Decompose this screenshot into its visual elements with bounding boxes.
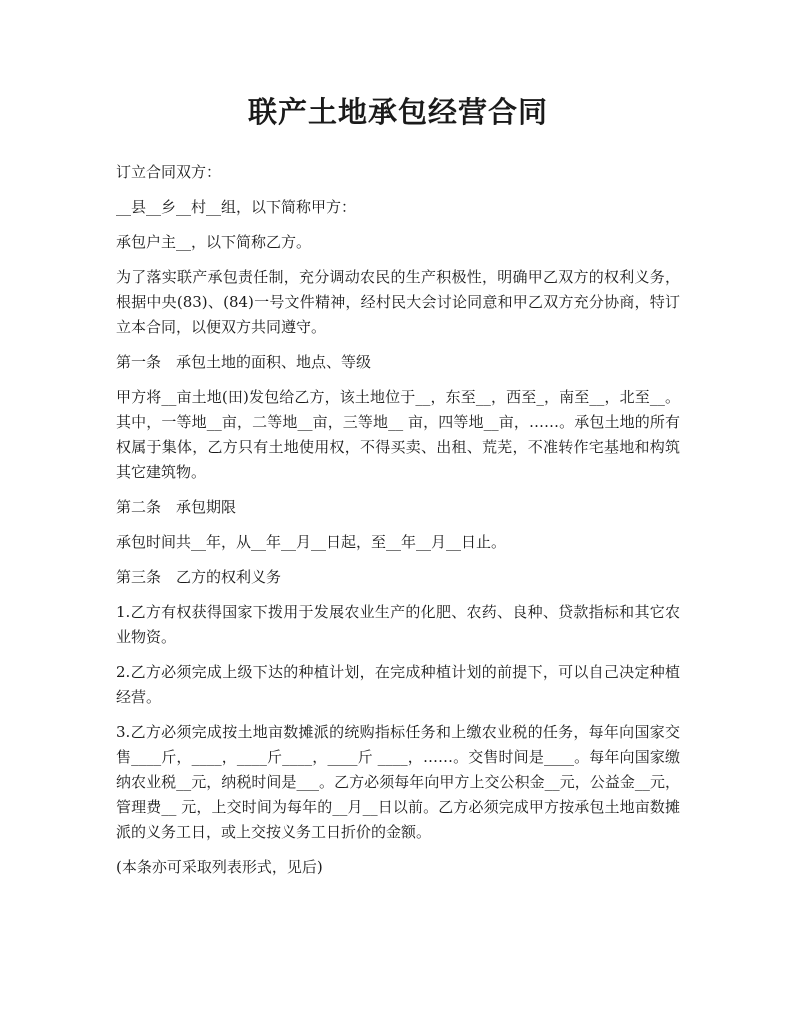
paragraph-party-a: __县__乡__村__组，以下简称甲方： [116, 198, 357, 216]
article-3-note: (本条亦可采取列表形式，见后) [116, 858, 323, 876]
article-3-item-2: 2.乙方必须完成上级下达的种植计划，在完成种植计划的前提下，可以自己决定种植经营。 [116, 663, 680, 706]
article-3-heading: 第三条 乙方的权利义务 [116, 568, 282, 586]
article-2-heading: 第二条 承包期限 [116, 498, 237, 516]
article-3-item-1: 1.乙方有权获得国家下拨用于发展农业生产的化肥、农药、良种、贷款指标和其它农业物资。 [116, 603, 680, 646]
article-2-body: 承包时间共__年，从__年__月__日起，至__年__月__日止。 [116, 533, 507, 551]
article-3-item-3: 3.乙方必须完成按土地亩数摊派的统购指标任务和上缴农业税的任务，每年向国家交售____斤，____，____斤____，____斤 ____，……。交售时间是____。每年向国家缴纳农业税__元，纳税时间是___。乙方必须每年向甲方上交公积金__元，公益金__元，管理费__ 元，上交时间为每年的__月__日以前。乙方必须完成甲方按承包土地亩数摊派的义务工日，或上交按义务工日折价的金额。 [116, 723, 680, 841]
paragraph-party-b: 承包户主__，以下简称乙方。 [116, 233, 312, 251]
document-title: 联产土地承包经营合同 [247, 95, 548, 129]
paragraph-preamble: 为了落实联产承包责任制，充分调动农民的生产积极性，明确甲乙双方的权利义务，根据中央(83)、(84)一号文件精神，经村民大会讨论同意和甲乙双方充分协商，特订立本合同，以便双方共同遵守。 [116, 268, 680, 336]
article-1-body: 甲方将__亩土地(田)发包给乙方，该土地位于__，东至__，西至_，南至__，北至__。其中，一等地__亩，二等地__亩，三等地__ 亩，四等地__亩，……。承包土地的所有权属于集体，乙方只有土地使用权，不得买卖、出租、荒芜，不准转作宅基地和构筑其它建筑物。 [116, 388, 680, 481]
article-1-heading: 第一条 承包土地的面积、地点、等级 [116, 353, 372, 371]
paragraph-parties-intro: 订立合同双方： [116, 163, 222, 181]
